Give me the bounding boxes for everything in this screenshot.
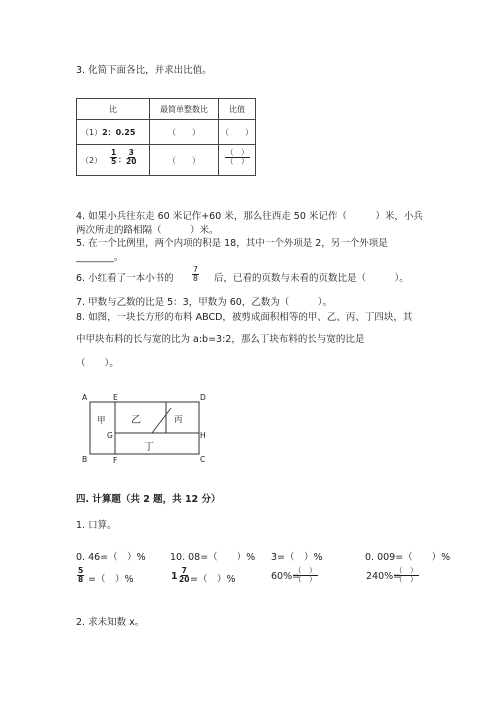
calc1-item-5-fraction: $\frac{5}{8}$: [78, 566, 84, 584]
calc1-item-6-whole: 1: [171, 571, 178, 582]
calc1-item-2: 10. 08=（ ）%: [170, 552, 256, 563]
q8-line1: 8. 如图，一块长方形的布料 ABCD，被剪成面积相等的甲、乙、丙、丁四块，其: [76, 312, 413, 323]
q4-line2: 两次所走的路相隔（ ）米。: [76, 225, 219, 236]
q7-text: 7. 甲数与乙数的比是 5：3，甲数为 60，乙数为（ ）。: [76, 297, 333, 308]
simplest-ratio-blank: （ ）: [150, 145, 219, 176]
q6-suffix: 后，已看的页数与未看的页数比是（ ）。: [214, 273, 409, 284]
label-a: A: [82, 393, 88, 402]
region-jia: 甲: [97, 416, 106, 426]
cloth-diagram: [76, 390, 216, 470]
calc1-item-6-tail: =（ ）%: [190, 574, 236, 585]
table-header-simplest: 最简单整数比: [150, 99, 219, 120]
label-e: E: [113, 393, 118, 402]
label-b: B: [82, 455, 88, 464]
ratio-table: [76, 98, 256, 176]
q4-line1: 4. 如果小兵往东走 60 米记作+60 米，那么往西走 50 米记作（ ）米，小兵: [76, 211, 423, 222]
ratio-expression: 2：0.25: [102, 127, 136, 137]
calc1-item-8-fraction-blank: （ ） （ ）: [395, 566, 418, 584]
ratio-fraction-b: $\frac{3}{20}$: [126, 148, 137, 166]
section4-title: 四. 计算题（共 2 题，共 12 分）: [76, 494, 221, 505]
q8-line2: 中甲块布料的长与宽的比为 a:b=3:2，那么丁块布料的长与宽的比是: [76, 334, 365, 345]
calc1-item-8-head: 240%=: [366, 571, 402, 582]
table-header-ratio: 比: [77, 99, 150, 120]
label-c: C: [200, 455, 206, 464]
label-h: H: [200, 431, 206, 440]
ratio-separator: ：: [118, 155, 126, 164]
ratio-fraction-a: $\frac{1}{5}$: [111, 148, 117, 166]
row-index: （1）: [81, 127, 103, 137]
ratio-value-fraction-blank: （ ） （ ）: [226, 148, 249, 166]
calc1-item-6-fraction: $\frac{7}{20}$: [179, 566, 190, 584]
calc1-item-4: 0. 009=（ ）%: [365, 552, 451, 563]
calc1-item-7-fraction-blank: （ ） （ ）: [294, 566, 317, 584]
table-row: [77, 120, 256, 145]
label-d: D: [200, 393, 206, 402]
calc1-item-3: 3=（ ）%: [271, 552, 323, 563]
region-bing: 丙: [174, 415, 183, 425]
region-ding: 丁: [144, 442, 154, 453]
region-yi: 乙: [131, 415, 141, 426]
table-header-value: 比值: [219, 99, 256, 120]
calc2-title: 2. 求未知数 x。: [76, 617, 145, 628]
q5-line1: 5. 在一个比例里，两个内项的积是 18，其中一个外项是 2，另一个外项是: [76, 238, 388, 249]
slash-line: [152, 408, 171, 433]
simplest-ratio-blank: （ ）: [150, 120, 219, 145]
q3-title: 3. 化简下面各比，并求出比值。: [76, 65, 212, 76]
label-g: G: [107, 431, 113, 440]
q5-line2: ________。: [76, 252, 124, 263]
calc1-item-7-head: 60%=: [271, 571, 301, 582]
ratio-value-blank: （ ）: [219, 120, 256, 145]
calc1-title: 1. 口算。: [76, 520, 117, 531]
calc1-item-1: 0. 46=（ ）%: [76, 552, 146, 563]
q6-fraction: $\frac{7}{8}$: [193, 265, 198, 283]
label-f: F: [113, 456, 118, 465]
row-index: （2）: [81, 155, 103, 165]
q6-prefix: 6. 小红看了一本小书的: [76, 273, 174, 284]
q8-line3: （ ）。: [76, 358, 119, 369]
calc1-item-5-tail: =（ ）%: [88, 574, 134, 585]
table-row: [77, 145, 256, 176]
